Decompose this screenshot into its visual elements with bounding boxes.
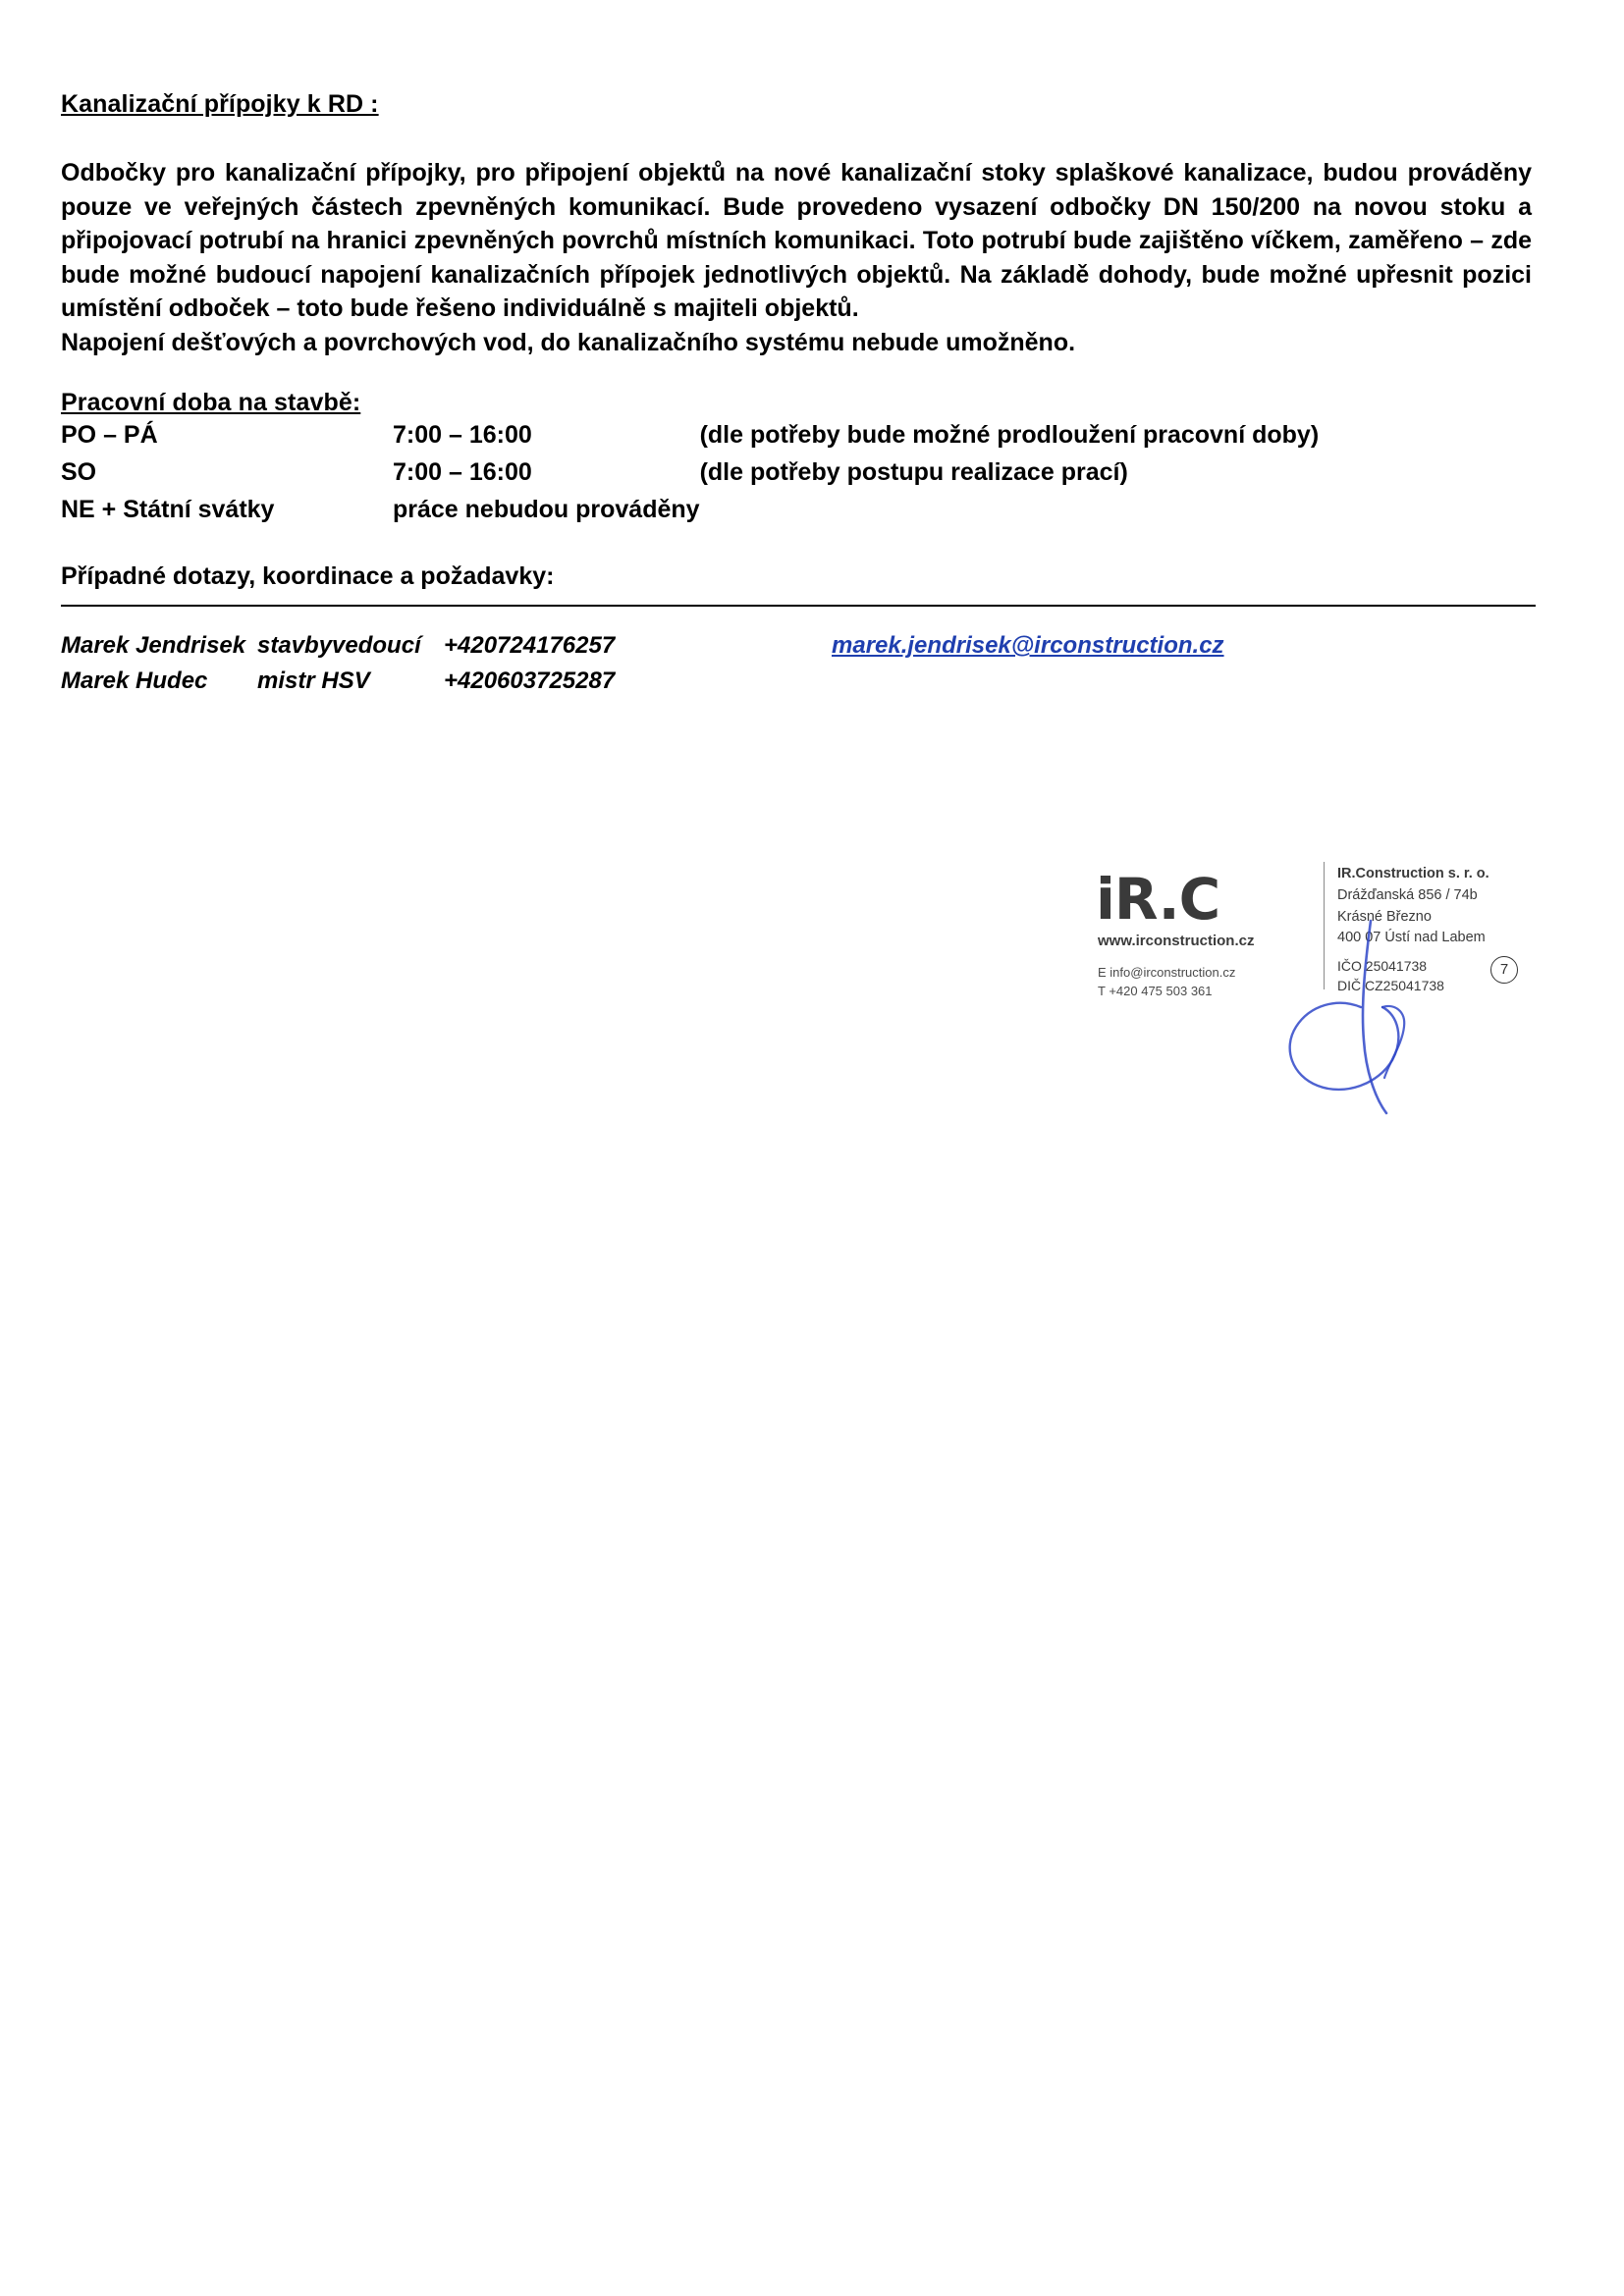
working-hours-day: PO – PÁ (61, 421, 158, 449)
table-row (61, 667, 1224, 703)
contact-email-cell (709, 667, 1224, 703)
company-stamp (1090, 862, 1532, 998)
table-row (61, 632, 1224, 667)
company-website: www.irconstruction.cz (1098, 933, 1255, 949)
contact-role: mistr HSV (257, 667, 370, 694)
section-heading-working-hours: Pracovní doba na stavbě: (61, 389, 361, 416)
working-hours-note: (dle potřeby postupu realizace prací) (699, 458, 1128, 486)
company-ico: IČO 25041738 (1337, 958, 1428, 974)
section-heading-sewer-connections: Kanalizační přípojky k RD : (61, 90, 379, 118)
table-row (61, 421, 1319, 458)
contact-name: Marek Jendrisek (61, 632, 246, 659)
working-hours-table (61, 421, 1319, 533)
working-hours-day: NE + Státní svátky (61, 496, 275, 523)
table-row (61, 458, 1319, 496)
contacts-table (61, 632, 1224, 703)
company-dic: DIČ CZ25041738 (1337, 978, 1444, 994)
stamp-divider (1324, 862, 1325, 989)
working-hours-day: SO (61, 458, 97, 486)
company-ids (1337, 956, 1444, 996)
company-street: Drážďanská 856 / 74b (1337, 886, 1478, 903)
contact-phone: +420603725287 (444, 667, 616, 694)
contact-email-link[interactable]: marek.jendrisek@irconstruction.cz (832, 632, 1224, 659)
company-contact-lines (1098, 964, 1235, 1001)
contact-phone: +420724176257 (444, 632, 616, 659)
divider (61, 605, 1536, 607)
spacer (61, 359, 1534, 389)
working-hours-note: (dle potřeby bude možné prodloužení pracovní doby) (699, 421, 1320, 449)
page-number-mark: 7 (1490, 956, 1518, 984)
spacer (61, 533, 1534, 562)
company-phone-line: T +420 475 503 361 (1098, 983, 1213, 998)
working-hours-time: 7:00 – 16:00 (393, 421, 532, 449)
contacts-heading: Případné dotazy, koordinace a požadavky: (61, 562, 555, 590)
company-email-line: E info@irconstruction.cz (1098, 965, 1236, 980)
table-row (61, 496, 1319, 533)
contact-name: Marek Hudec (61, 667, 208, 694)
contact-role: stavbyvedoucí (257, 632, 421, 659)
contact-email-cell (709, 632, 1224, 667)
working-hours-time: práce nebudou prováděny (393, 496, 700, 523)
paragraph-rainwater: Napojení dešťových a povrchových vod, do kanalizačního systému nebude umožněno. (61, 328, 1076, 356)
company-name: IR.Construction s. r. o. (1337, 866, 1489, 881)
company-city: 400 07 Ústí nad Labem (1337, 930, 1486, 946)
company-address-block (1337, 864, 1489, 949)
paragraph-sewer-connections: Odbočky pro kanalizační přípojky, pro připojení objektů na nové kanalizační stoky splaškové kanalizace, budou prováděny pouze ve veřejných částech zpevněných komunikací. Bude provedeno vysazení odbočky DN 150/200 na novou stoku a připojovací potrubí na hranici zpevněných povrchů místních komunikaci. Toto potrubí bude zajištěno víčkem, zaměřeno – zde bude možné budoucí napojení kanalizačních přípojek jednotlivých objektů. Na základě dohody, bude možné upřesnit pozici umístění odboček – toto bude řešeno individuálně s majiteli objektů. (61, 159, 1532, 322)
working-hours-note (700, 496, 1320, 533)
document-content (61, 90, 1534, 703)
company-district: Krásné Březno (1337, 908, 1432, 925)
working-hours-time: 7:00 – 16:00 (393, 458, 532, 486)
company-logo: iR.C (1096, 866, 1220, 933)
spacer (61, 119, 1534, 156)
